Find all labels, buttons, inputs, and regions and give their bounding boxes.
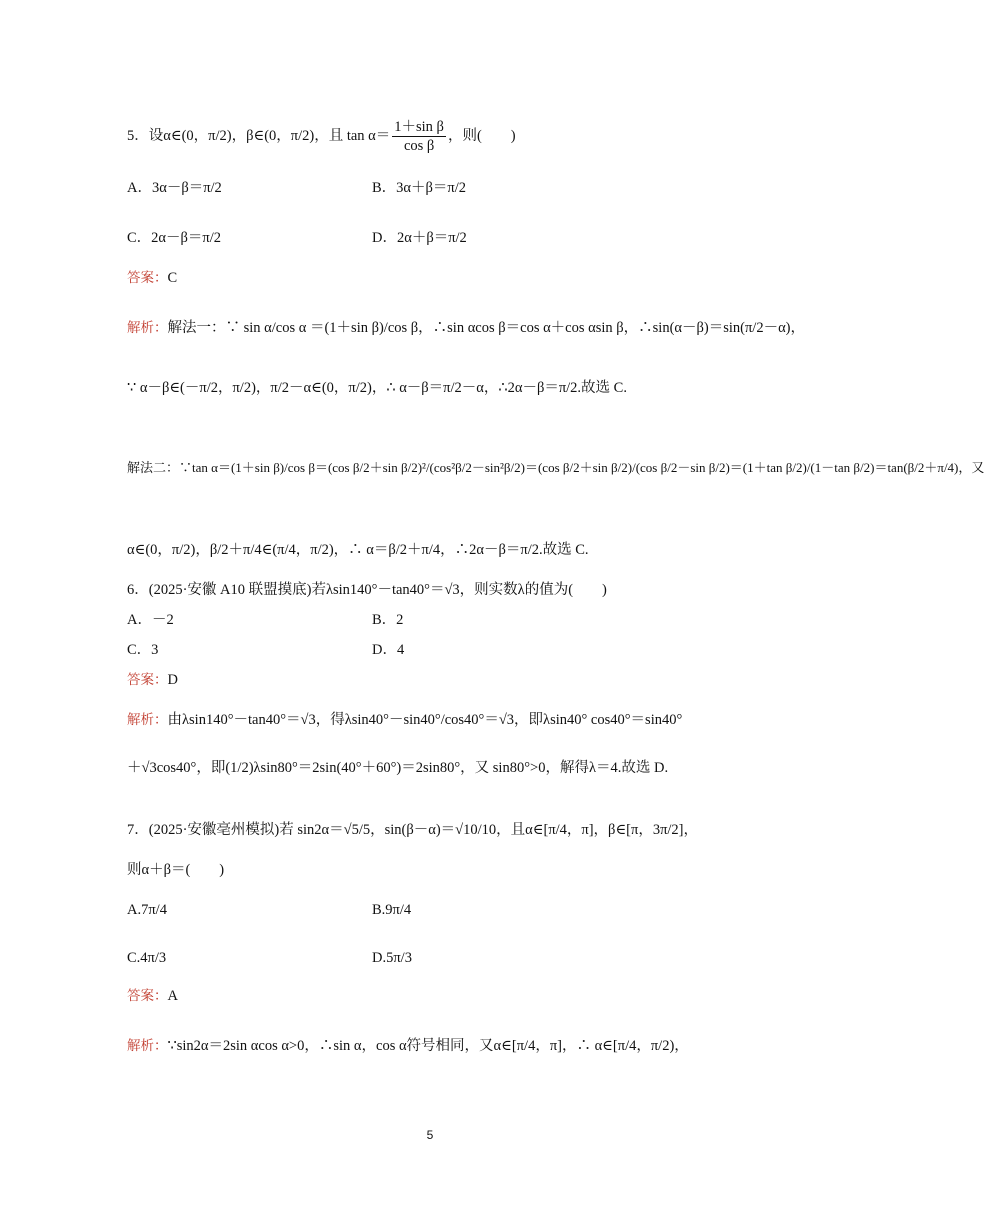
q5-stem-text: 5．设α∈(0，π/2)，β∈(0，π/2)，且 tan α＝ [127,127,391,144]
q6-analysis-line-2: ＋√3cos40°，即(1/2)λsin80°＝2sin(40°＋60°)＝2sin80°，又 sin80°>0，解得λ＝4.故选 D. [127,760,669,776]
answer-label: 答案： [127,988,168,1004]
q5-answer [127,268,177,288]
q5-option-c: C．2α－β＝π/2 [127,230,221,246]
q7-stem-2: 则α＋β＝( ) [127,862,225,878]
q5-fraction [392,118,446,155]
analysis-label: 解析： [127,712,168,728]
q7-option-b: B.9π/4 [372,902,412,918]
q7-option-a: A.7π/4 [127,902,167,918]
q6-option-c: C．3 [127,642,159,658]
q5-frac-den: cos β [403,138,435,154]
answer-label: 答案： [127,270,168,286]
analysis-text: 由λsin140°－tan40°＝√3，得λsin40°－sin40°/cos40°＝√3，即λsin40° cos40°＝sin40° [167,712,683,728]
q7-option-c: C.4π/3 [127,950,167,966]
q5-analysis-line-2: ∵ α－β∈(－π/2，π/2)，π/2－α∈(0，π/2)，∴ α－β＝π/2－α，∴2α－β＝π/2.故选 C. [127,380,627,396]
analysis-label: 解析： [127,1038,168,1054]
q5-analysis-line-4: α∈(0，π/2)，β/2＋π/4∈(π/4，π/2)，∴ α＝β/2＋π/4，∴2α－β＝π/2.故选 C. [127,542,589,558]
q7-analysis-line-1 [127,1036,689,1056]
answer-value: C [167,270,178,286]
page-number: 5 [426,1128,434,1142]
q5-frac-num: 1＋sin β [394,119,444,135]
analysis-text: 解法一：∵ sin α/cos α ＝(1＋sin β)/cos β，∴sin αcos β＝cos α＋cos αsin β，∴sin(α－β)＝sin(π/2－α)， [167,320,805,336]
q5-analysis-line-1 [127,318,805,338]
q5-stem [127,118,516,155]
q7-option-d: D.5π/3 [372,950,412,966]
q5-option-a: A．3α－β＝π/2 [127,180,222,196]
q6-option-b: B．2 [372,612,404,628]
q5-tail: ，则( ) [447,127,516,144]
answer-value: A [167,988,178,1004]
q6-answer [127,670,178,690]
answer-value: D [167,672,178,688]
q6-analysis-line-1 [127,710,682,730]
analysis-text: ∵sin2α＝2sin αcos α>0，∴sin α，cos α符号相同，又α∈[π/4，π]，∴ α∈[π/4，π/2)， [167,1038,689,1054]
answer-label: 答案： [127,672,168,688]
q6-stem: 6．(2025·安徽 A10 联盟摸底)若λsin140°－tan40°＝√3，则实数λ的值为( ) [127,582,607,598]
q5-option-b: B．3α＋β＝π/2 [372,180,466,196]
q6-option-d: D．4 [372,642,405,658]
q7-stem: 7．(2025·安徽亳州模拟)若 sin2α＝√5/5，sin(β－α)＝√10/10，且α∈[π/4，π]，β∈[π，3π/2]， [127,822,698,838]
q5-analysis-line-3: 解法二：∵tan α＝(1＋sin β)/cos β＝(cos β/2＋sin β/2)²/(cos²β/2－sin²β/2)＝(cos β/2＋sin β/2)/(cos β/2－sin β/2)＝(1＋tan β/2)/(1－tan β/2)＝tan(β/2＋π/4)，又 [127,460,984,475]
q7-answer [127,986,178,1006]
analysis-label: 解析： [127,320,168,336]
q5-option-d: D．2α＋β＝π/2 [372,230,467,246]
q6-option-a: A．－2 [127,612,174,628]
